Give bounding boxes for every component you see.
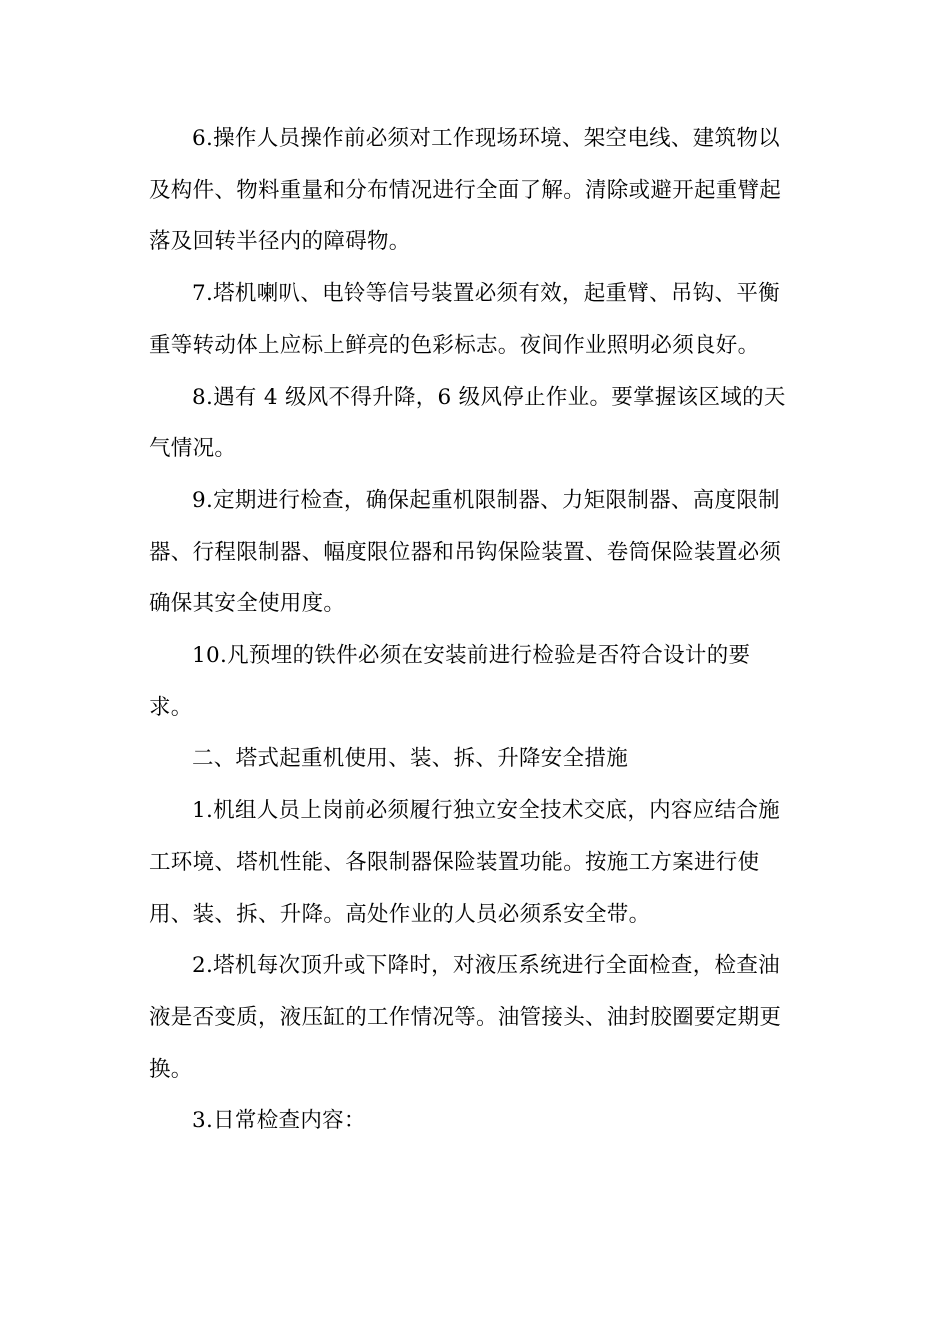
paragraph-line: 器、行程限制器、幅度限位器和吊钩保险装置、卷筒保险装置必须 [149, 539, 782, 565]
paragraph-line: 液是否变质，液压缸的工作情况等。油管接头、油封胶圈要定期更 [149, 1004, 782, 1030]
paragraph-line: 2.塔机每次顶升或下降时，对液压系统进行全面检查，检查油 [192, 953, 780, 979]
paragraph-line: 7.塔机喇叭、电铃等信号装置必须有效，起重臂、吊钩、平衡 [192, 281, 780, 307]
paragraph-item-1 [149, 785, 801, 940]
paragraph-item-8 [149, 372, 801, 475]
paragraph-line: 工环境、塔机性能、各限制器保险装置功能。按施工方案进行使 [149, 849, 760, 875]
paragraph-item-7 [149, 268, 801, 371]
paragraph-item-3 [149, 1095, 801, 1147]
paragraph-line: 换。 [149, 1056, 193, 1082]
paragraph-line: 10.凡预埋的铁件必须在安装前进行检验是否符合设计的要 [192, 643, 751, 669]
paragraph-line: 用、装、拆、升降。高处作业的人员必须系安全带。 [149, 901, 651, 927]
paragraph-line: 及构件、物料重量和分布情况进行全面了解。清除或避开起重臂起 [149, 177, 782, 203]
paragraph-line: 6.操作人员操作前必须对工作现场环境、架空电线、建筑物以 [192, 126, 780, 151]
paragraph-item-9 [149, 475, 801, 630]
paragraph-line: 气情况。 [149, 436, 237, 462]
paragraph-line: 求。 [149, 694, 193, 720]
paragraph-item-6 [149, 113, 801, 268]
paragraph-item-2 [149, 940, 801, 1095]
paragraph-line: 重等转动体上应标上鲜亮的色彩标志。夜间作业照明必须良好。 [149, 332, 760, 358]
paragraph-line: 确保其安全使用度。 [149, 591, 346, 617]
paragraph-line: 1.机组人员上岗前必须履行独立安全技术交底，内容应结合施 [192, 798, 780, 824]
paragraph-line: 3.日常检查内容： [192, 1108, 366, 1134]
paragraph-line: 8.遇有 4 级风不得升降，6 级风停止作业。要掌握该区域的天 [192, 384, 786, 410]
paragraph-line: 落及回转半径内的障碍物。 [149, 229, 411, 255]
paragraph-item-10 [149, 630, 801, 733]
section-heading [149, 733, 801, 785]
paragraph-line: 9.定期进行检查，确保起重机限制器、力矩限制器、高度限制 [192, 487, 780, 513]
document-body [149, 113, 801, 1147]
section-heading-text: 二、塔式起重机使用、装、拆、升降安全措施 [192, 746, 629, 772]
